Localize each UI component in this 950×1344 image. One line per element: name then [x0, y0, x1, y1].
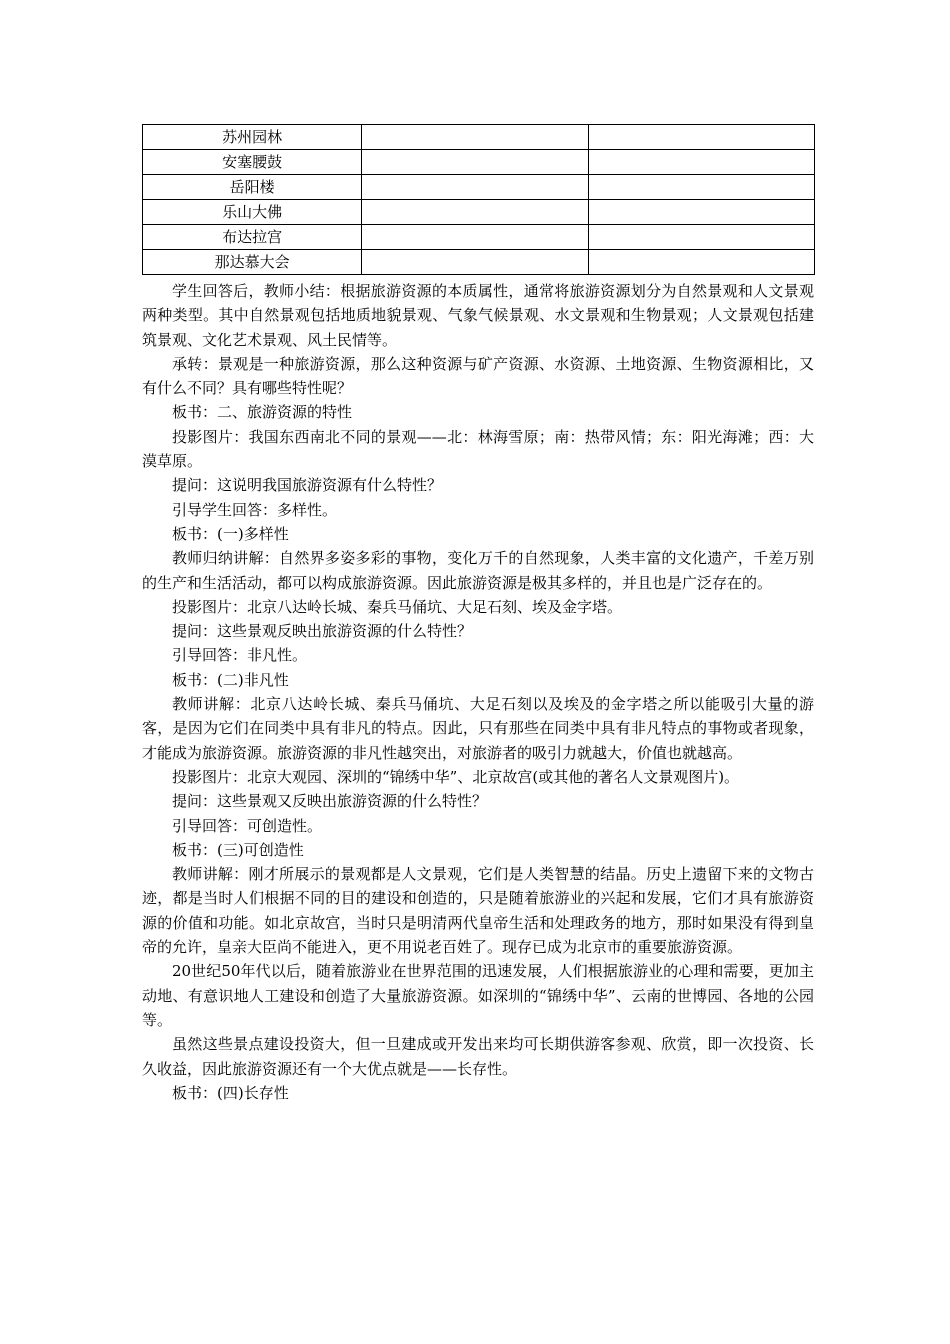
table-row [143, 125, 815, 150]
paragraph: 投影图片：北京大观园、深圳的“锦绣中华”、北京故宫(或其他的著名人文景观图片)。 [172, 767, 740, 786]
empty-cell [362, 250, 588, 275]
landscape-table [142, 124, 815, 275]
table-row [143, 225, 815, 250]
paragraph: 教师讲解：北京八达岭长城、秦兵马俑坑、大足石刻以及埃及的金字塔之所以能吸引大量的游客，是因为它们在同类中具有非凡的特点。因此，只有那些在同类中具有非凡特点的事物或者现象，才能成为旅游资源。旅游资源的非凡性越突出，对旅游者的吸引力就越大，价值也就越高。 [142, 695, 814, 762]
empty-cell [588, 225, 814, 250]
empty-cell [588, 250, 814, 275]
empty-cell [588, 150, 814, 175]
paragraph: 引导回答：非凡性。 [172, 646, 308, 665]
table-row [143, 150, 815, 175]
paragraph: 板书：(二)非凡性 [172, 670, 289, 689]
table-row [143, 250, 815, 275]
paragraph: 板书：二、旅游资源的特性 [172, 403, 353, 422]
paragraph: 20世纪50年代以后，随着旅游业在世界范围的迅速发展，人们根据旅游业的心理和需要，更加主动地、有意识地人工建设和创造了大量旅游资源。如深圳的“锦绣中华”、云南的世博园、各地的公园等。 [142, 962, 814, 1029]
empty-cell [362, 125, 588, 150]
paragraph: 板书：(三)可创造性 [172, 840, 304, 859]
paragraph: 投影图片：北京八达岭长城、秦兵马俑坑、大足石刻、埃及金字塔。 [172, 597, 623, 616]
empty-cell [588, 200, 814, 225]
landscape-name-cell: 布达拉宫 [143, 225, 362, 250]
paragraph: 教师讲解：刚才所展示的景观都是人文景观，它们是人类智慧的结晶。历史上遗留下来的文物古迹，都是当时人们根据不同的目的建设和创造的，只是随着旅游业的兴起和发展，它们才具有旅游资源的价值和功能。如北京故宫，当时只是明清两代皇帝生活和处理政务的地方，那时如果没有得到皇帝的允许，皇亲大臣尚不能进入，更不用说老百姓了。现存已成为北京市的重要旅游资源。 [142, 865, 814, 957]
table-row [143, 200, 815, 225]
paragraph: 虽然这些景点建设投资大，但一旦建成或开发出来均可长期供游客参观、欣赏，即一次投资、长久收益，因此旅游资源还有一个大优点就是——长存性。 [142, 1035, 814, 1078]
landscape-name-cell: 岳阳楼 [143, 175, 362, 200]
paragraph: 提问：这说明我国旅游资源有什么特性？ [172, 476, 443, 495]
table-row [143, 175, 815, 200]
empty-cell [362, 200, 588, 225]
landscape-name-cell: 安塞腰鼓 [143, 150, 362, 175]
paragraph: 引导回答：可创造性。 [172, 816, 323, 835]
empty-cell [588, 175, 814, 200]
empty-cell [362, 150, 588, 175]
body-text [142, 279, 814, 1105]
paragraph: 引导学生回答：多样性。 [172, 500, 338, 519]
landscape-name-cell: 那达慕大会 [143, 250, 362, 275]
paragraph: 投影图片：我国东西南北不同的景观——北：林海雪原；南：热带风情；东：阳光海滩；西：大漠草原。 [142, 427, 814, 471]
paragraph: 提问：这些景观反映出旅游资源的什么特性？ [172, 622, 473, 641]
paragraph: 学生回答后，教师小结：根据旅游资源的本质属性，通常将旅游资源划分为自然景观和人文景观两种类型。其中自然景观包括地质地貌景观、气象气候景观、水文景观和生物景观；人文景观包括建筑景观、文化艺术景观、风土民情等。 [142, 282, 814, 349]
empty-cell [362, 175, 588, 200]
paragraph: 承转：景观是一种旅游资源，那么这种资源与矿产资源、水资源、土地资源、生物资源相比，又有什么不同？具有哪些特性呢？ [142, 354, 814, 398]
landscape-name-cell: 苏州园林 [143, 125, 362, 150]
paragraph: 提问：这些景观又反映出旅游资源的什么特性？ [172, 792, 488, 811]
paragraph: 板书：(一)多样性 [172, 524, 289, 543]
paragraph: 教师归纳讲解：自然界多姿多彩的事物，变化万千的自然现象，人类丰富的文化遗产，千差万别的生产和生活活动，都可以构成旅游资源。因此旅游资源是极其多样的，并且也是广泛存在的。 [142, 549, 814, 592]
empty-cell [362, 225, 588, 250]
empty-cell [588, 125, 814, 150]
paragraph: 板书：(四)长存性 [172, 1083, 289, 1102]
landscape-name-cell: 乐山大佛 [143, 200, 362, 225]
